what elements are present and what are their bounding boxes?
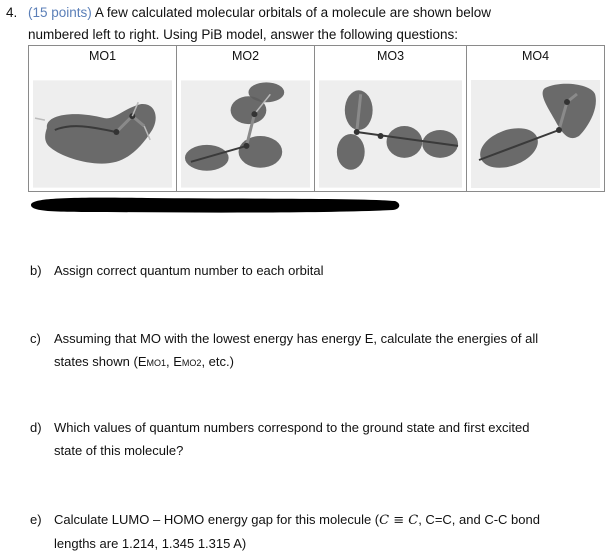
text-segment: Calculate LUMO – HOMO energy gap for this molecule ( — [54, 512, 380, 527]
part-label: c) — [30, 331, 41, 346]
part-e — [30, 508, 605, 555]
orbital-cell-mo2 — [177, 46, 315, 191]
subscript: MO2 — [181, 358, 202, 368]
orbital-label: MO4 — [521, 49, 550, 63]
question-line-2: numbered left to right. Using PiB model, answer the following questions: — [28, 27, 458, 42]
question-line-1: A few calculated molecular orbitals of a molecule are shown below — [94, 5, 492, 20]
text-segment: , etc.) — [201, 354, 234, 369]
part-text: Assign correct quantum number to each orbital — [54, 263, 324, 278]
subscript: MO1 — [146, 358, 167, 368]
part-c — [30, 327, 605, 375]
part-text-line-2: lengths are 1.214, 1.345 1.315 A) — [54, 536, 247, 551]
molecular-orbital-4-image — [471, 80, 600, 188]
text-segment: states shown (E — [54, 354, 147, 369]
text-segment: , C=C, and C-C bond — [418, 512, 540, 527]
molecular-orbital-2-image — [181, 80, 310, 188]
part-b — [30, 259, 324, 282]
redaction-mark — [27, 196, 401, 214]
molecular-orbital-3-image — [319, 80, 462, 188]
part-label: d) — [30, 420, 42, 435]
orbital-table — [28, 45, 605, 192]
orbital-cell-mo1 — [29, 46, 177, 191]
question-number: 4. — [6, 5, 18, 20]
molecular-orbital-1-image — [33, 80, 172, 188]
part-label: e) — [30, 512, 42, 527]
orbital-label: MO1 — [88, 49, 117, 63]
orbital-label: MO3 — [376, 49, 405, 63]
orbital-cell-mo4 — [467, 46, 604, 191]
points-label: (15 points) — [28, 5, 92, 20]
text-segment: , E — [166, 354, 182, 369]
part-d — [30, 416, 605, 462]
part-text-line-2: state of this molecule? — [54, 443, 184, 458]
question-header — [6, 2, 604, 23]
part-text-line-1: Which values of quantum numbers correspond to the ground state and first excited — [54, 420, 530, 435]
orbital-label: MO2 — [231, 49, 260, 63]
part-text-line-1: Assuming that MO with the lowest energy has energy E, calculate the energies of all — [54, 331, 539, 346]
part-text-line-2 — [30, 350, 605, 375]
orbital-cell-mo3 — [315, 46, 467, 191]
math-triple-bond: C ≡ C — [379, 513, 419, 528]
part-label: b) — [30, 263, 42, 278]
